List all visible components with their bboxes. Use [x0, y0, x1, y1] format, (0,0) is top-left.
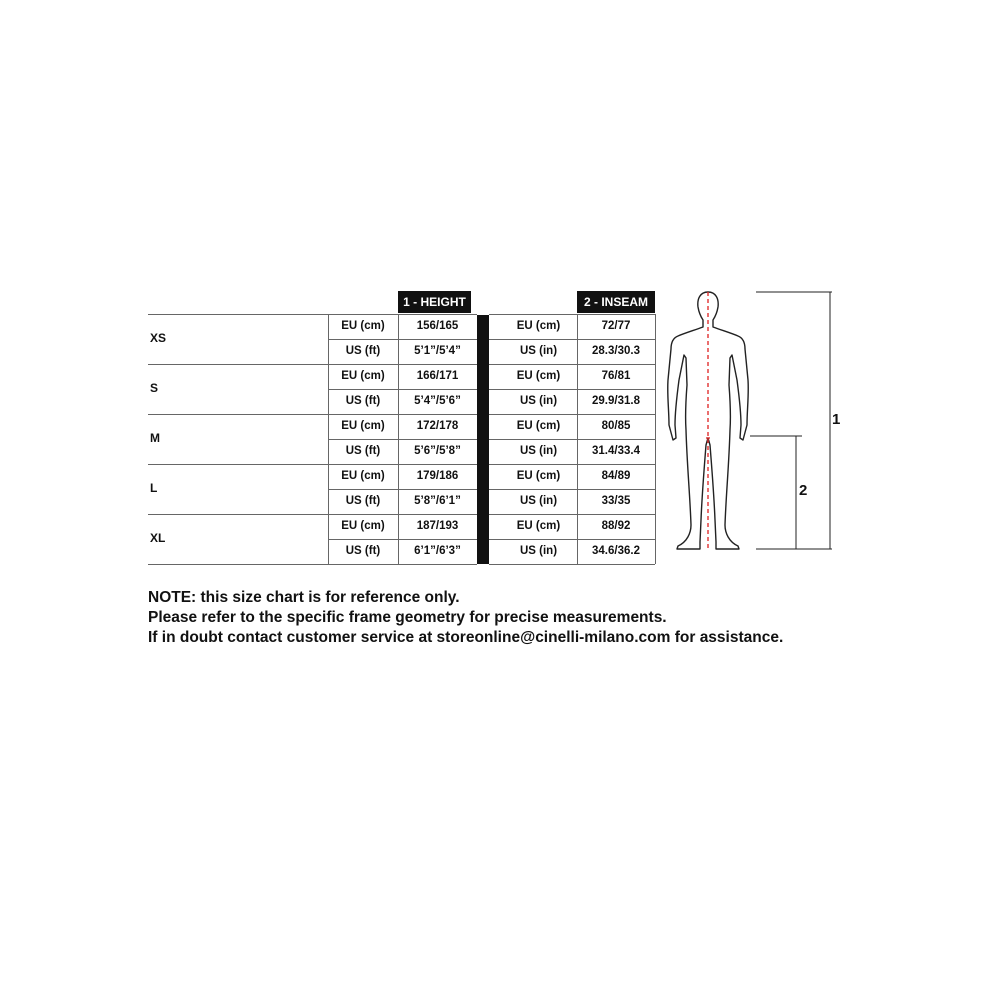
column-separator-bar [477, 315, 489, 564]
inseam-value-cell: 72/77 [601, 320, 631, 332]
height-value-cell: 156/165 [416, 320, 459, 332]
height-value-cell: 179/186 [416, 470, 459, 482]
inseam-value-cell: 31.4/33.4 [592, 445, 640, 457]
inseam-value-cell: 76/81 [601, 370, 631, 382]
note-line-3: If in doubt contact customer service at storeonline@cinelli-milano.com for assistance. [148, 629, 784, 646]
inseam-unit-cell: US (in) [519, 495, 558, 507]
height-marker-label: 1 [832, 411, 841, 428]
height-unit-cell: EU (cm) [341, 420, 385, 432]
inseam-value-cell: 33/35 [601, 495, 631, 507]
inseam-unit-cell: EU (cm) [516, 520, 561, 532]
body-diagram [640, 280, 860, 580]
size-label: M [150, 431, 160, 445]
group-divider [148, 564, 477, 565]
group-divider [489, 564, 655, 565]
size-label: XS [150, 331, 167, 345]
height-value-cell: 166/171 [416, 370, 459, 382]
inseam-unit-cell: US (in) [519, 345, 558, 357]
size-label: S [150, 381, 159, 395]
inseam-unit-cell: EU (cm) [516, 320, 561, 332]
height-column-header: 1 - HEIGHT [398, 291, 471, 313]
inseam-unit-cell: US (in) [519, 545, 558, 557]
height-value-cell: 5’6”/5’8” [414, 445, 461, 457]
height-unit-cell: EU (cm) [341, 370, 385, 382]
height-value-cell: 6’1”/6’3” [414, 545, 461, 557]
inseam-value-cell: 29.9/31.8 [592, 395, 640, 407]
height-value-cell: 172/178 [416, 420, 459, 432]
size-label: L [150, 481, 158, 495]
height-value-cell: 5’4”/5’6” [414, 395, 461, 407]
inseam-unit-cell: EU (cm) [516, 470, 561, 482]
inseam-value-cell: 34.6/36.2 [592, 545, 640, 557]
inseam-unit-cell: EU (cm) [516, 420, 561, 432]
height-value-cell: 187/193 [416, 520, 459, 532]
inseam-value-cell: 80/85 [601, 420, 631, 432]
note-line-1: NOTE: this size chart is for reference only. [148, 589, 460, 606]
inseam-marker-label: 2 [799, 482, 808, 499]
height-unit-cell: EU (cm) [341, 520, 385, 532]
height-unit-cell: US (ft) [345, 545, 381, 557]
inseam-unit-cell: US (in) [519, 395, 558, 407]
height-unit-cell: US (ft) [345, 395, 381, 407]
inseam-value-cell: 88/92 [601, 520, 631, 532]
height-value-cell: 5’1”/5’4” [414, 345, 461, 357]
inseam-column-header: 2 - INSEAM [577, 291, 655, 313]
inseam-value-cell: 28.3/30.3 [592, 345, 640, 357]
height-value-cell: 5’8”/6’1” [414, 495, 461, 507]
size-label: XL [150, 531, 166, 545]
height-unit-cell: EU (cm) [341, 320, 385, 332]
height-unit-cell: EU (cm) [341, 470, 385, 482]
height-unit-cell: US (ft) [345, 445, 381, 457]
inseam-unit-cell: EU (cm) [516, 370, 561, 382]
note-line-2: Please refer to the specific frame geometry for precise measurements. [148, 609, 667, 626]
inseam-unit-cell: US (in) [519, 445, 558, 457]
height-unit-cell: US (ft) [345, 345, 381, 357]
height-unit-cell: US (ft) [345, 495, 381, 507]
inseam-value-cell: 84/89 [601, 470, 631, 482]
